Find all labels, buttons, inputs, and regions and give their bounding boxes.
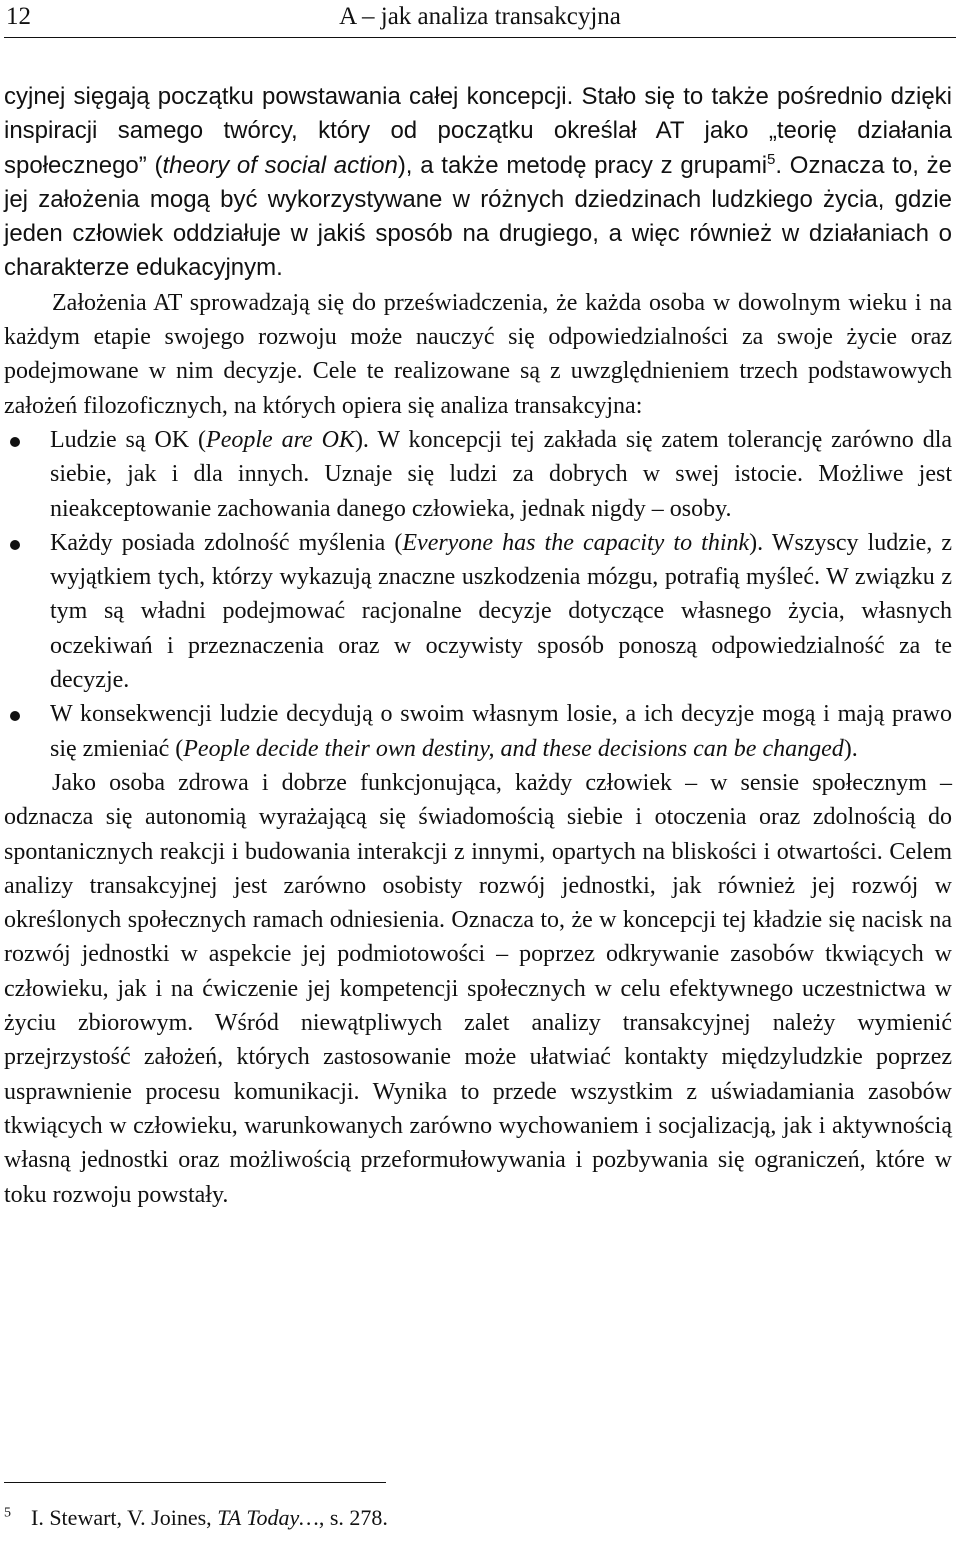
- footnote-italic: TA Today…: [217, 1505, 319, 1530]
- bullet-icon: [10, 711, 20, 721]
- list-item-italic: People decide their own destiny, and these decisions can be changed: [183, 735, 844, 762]
- page-number: 12: [6, 3, 31, 30]
- list-item-text: ).: [843, 735, 858, 762]
- header-rule: [4, 37, 956, 38]
- list-item-text: ). Wszyscy ludzie, z wyjątkiem tych, którzy wykazują znaczne uszkodzenia mózgu, potrafią myśleć. W związku z tym są władni podejmować racjonalne decyzje dotyczące własnego życia, własnych oczekiwań i przeznaczenia oraz w oczywisty sposób ponoszą odpowiedzialność za te decyzje.: [50, 529, 953, 694]
- list-item: [4, 697, 952, 766]
- bullet-icon: [10, 540, 20, 550]
- list-item-text: W konsekwencji ludzie decydują o swoim własnym losie, a ich decyzje mogą i mają prawo się zmieniać (: [50, 701, 952, 762]
- list-item-italic: People are OK: [206, 426, 355, 453]
- footnote-reference[interactable]: 5: [767, 150, 776, 168]
- list-item-text: Każdy posiada zdolność myślenia (: [50, 529, 403, 556]
- list-item-text: ). W koncepcji tej zakłada się zatem tolerancję zarówno dla siebie, jak i dla innych. Uznaje się ludzi za dobrych w swej istocie. Możliwe jest nieakceptowanie zachowania danego człowieka, jednak nigdy – osoby.: [50, 426, 953, 522]
- paragraph-1-text-b: ), a także metodę pracy z grupami: [397, 151, 768, 179]
- running-header: [0, 0, 960, 40]
- paragraph-1-italic: theory of social action: [162, 151, 398, 179]
- paragraph-1-text-c: . Oznacza to, że jej założenia mogą być wykorzystywane w różnych dziedzinach ludzkiego życia, gdzie jeden człowiek oddziałuje w jakiś sposób na drugiego, a więc również w działaniach o charakterze edukacyjnym.: [4, 151, 953, 282]
- footnote: [4, 1504, 388, 1532]
- paragraph-3: Jako osoba zdrowa i dobrze funkcjonująca, każdy człowiek – w sensie społecznym – odznacza się autonomią wyrażającą się świadomością siebie i otoczenia oraz zdolnością do spontanicznych reakcji i budowania interakcji z innymi, opartych na bliskości i otwartości. Celem analizy transakcyjnej jest zarówno osobisty rozwój jednostki, jak również jej rozwój w określonych społecznych ramach odniesienia. Oznacza to, że w koncepcji tej kładzie się nacisk na rozwój jednostki w aspekcie jej podmiotowości – poprzez odkrywanie zasobów tkwiących w człowieku, jak i na ćwiczenie jej kompetencji społecznych w celu efektywnego uczestnictwa w życiu zbiorowym. Wśród niewątpliwych zalet analizy transakcyjnej należy wymienić przejrzystość założeń, których zastosowanie może ułatwiać kontakty międzyludzkie poprzez usprawnienie procesu komunikacji. Wynika to przede wszystkim z uświadamiania zasobów tkwiących w człowieku, warunkowanych zarówno wychowaniem i socjalizacją, jak i aktywnością własną jednostki oraz możliwością przeformułowywania i pozbywania się ograniczeń, które w toku rozwoju powstały.: [4, 769, 952, 1208]
- body-text: [4, 80, 952, 1212]
- footnote-text-end: , s. 278.: [318, 1505, 388, 1530]
- list-item: [4, 423, 952, 526]
- footnote-rule: [4, 1482, 386, 1483]
- paragraph-2: Założenia AT sprowadzają się do przeświadczenia, że każda osoba w dowolnym wieku i na każdym etapie swojego rozwoju może nauczyć się odpowiedzialności za swoje życie oraz podejmowane w nim decyzje. Cele te realizowane są z uwzględnieniem trzech podstawowych założeń filozoficznych, na których opiera się analiza transakcyjna:: [4, 289, 952, 419]
- footnote-text: I. Stewart, V. Joines,: [31, 1505, 218, 1530]
- list-item: [4, 526, 952, 697]
- list-item-italic: Everyone has the capacity to think: [402, 529, 750, 556]
- footnote-number: 5: [4, 1505, 11, 1521]
- paragraph-1: [4, 80, 952, 286]
- paragraph-1-text-a: cyjnej sięgają początku powstawania całej koncepcji. Stało się to także pośrednio dzięki inspiracji samego twórcy, który od początku określał AT jako „teorię działania społecznego” (: [4, 83, 952, 179]
- running-header-title: A – jak analiza transakcyjna: [339, 3, 621, 30]
- bullet-icon: [10, 437, 20, 447]
- list-item-text: Ludzie są OK (: [50, 426, 207, 453]
- assumptions-list: [4, 423, 952, 766]
